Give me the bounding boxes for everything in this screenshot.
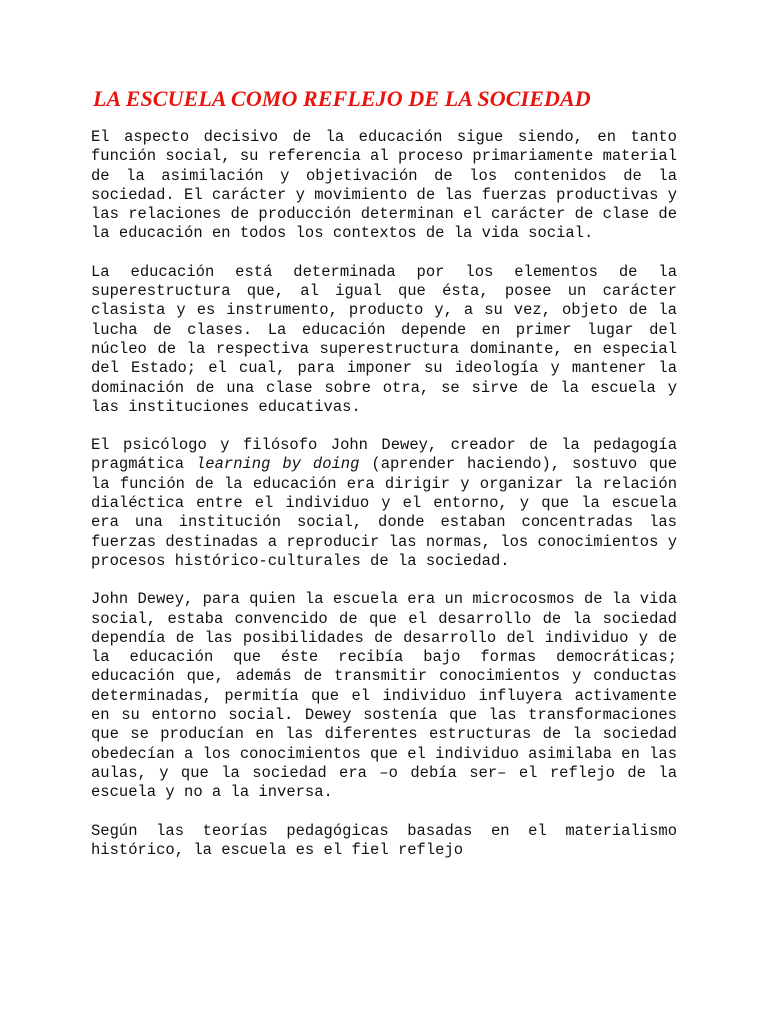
paragraph-3-italic-phrase: learning by doing [195, 455, 360, 474]
paragraph-1: El aspecto decisivo de la educación sigue siendo, en tanto función social, su referencia al proceso primariamente material de la asimilación y objetivación de los contenidos de la sociedad. El carácter y movimiento de las fuerzas productivas y las relaciones de producción determinan el carácter de clase de la educación en todos los contextos de la vida social. [91, 128, 677, 243]
paragraph-3-text-start: El psicólogo y filósofo John Dewey, creador de la pedagogía pragmática [91, 436, 677, 474]
paragraph-3-text-end: (aprender haciendo), sostuvo que la función de la educación era dirigir y organizar la relación dialéctica entre el individuo y el entorno, y que la escuela era una institución social, donde estaban concentradas las fuerzas destinadas a reproducir las normas, los conocimientos y procesos histórico-culturales de la sociedad. [91, 455, 677, 570]
document-title: LA ESCUELA COMO REFLEJO DE LA SOCIEDAD [93, 86, 591, 111]
paragraph-4: John Dewey, para quien la escuela era un microcosmos de la vida social, estaba convencido de que el desarrollo de la sociedad dependía de las posibilidades de desarrollo del individuo y de la educación que éste recibía bajo formas democráticas; educación que, además de transmitir conocimientos y conductas determinadas, permitía que el individuo influyera activamente en su entorno social. Dewey sostenía que las transformaciones que se producían en las diferentes estructuras de la sociedad obedecían a los conocimientos que el individuo asimilaba en las aulas, y que la sociedad era –o debía ser– el reflejo de la escuela y no a la inversa. [91, 590, 677, 802]
paragraph-5: Según las teorías pedagógicas basadas en el materialismo histórico, la escuela es el fiel reflejo [91, 821, 677, 859]
paragraph-3 [91, 436, 677, 571]
paragraph-2: La educación está determinada por los elementos de la superestructura que, al igual que ésta, posee un carácter clasista y es instrumento, producto y, a su vez, objeto de la lucha de clases. La educación depende en primer lugar del núcleo de la respectiva superestructura dominante, en especial del Estado; el cual, para imponer su ideología y mantener la dominación de una clase sobre otra, se sirve de la escuela y las instituciones educativas. [91, 262, 677, 416]
document-page [91, 86, 677, 879]
